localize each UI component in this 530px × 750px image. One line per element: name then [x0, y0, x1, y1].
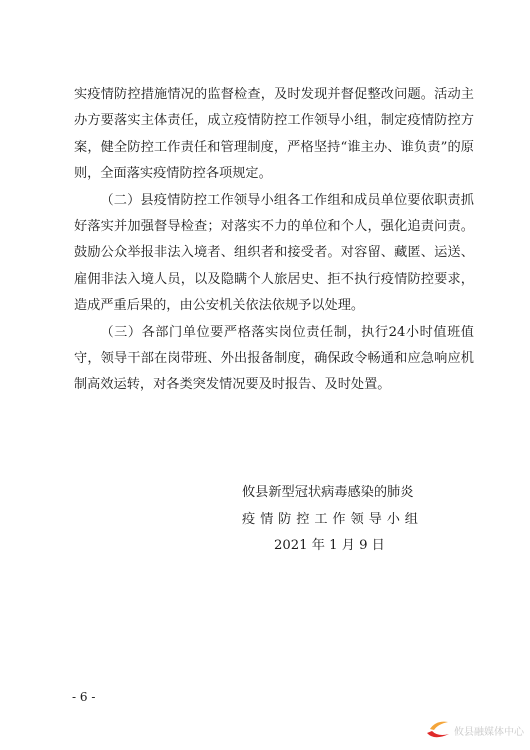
paragraph-3: （三）各部门单位要严格落实岗位责任制，执行24小时值班值守，领导干部在岗带班、外出报备制度，确保政令畅通和应急响应机制高效运转，对各类突发情况要及时报告、及时处置。	[74, 324, 474, 393]
page-number: - 6 -	[72, 690, 96, 704]
signature-block	[242, 480, 462, 560]
paragraph-2: （二）县疫情防控工作领导小组各工作组和成员单位要依职责抓好落实并加强督导检查；对落实不力的单位和个人，强化追责问责。鼓励公众举报非法入境者、组织者和接受者。对容留、藏匿、运送、雇佣非法入境人员，以及隐瞒个人旅居史、拒不执行疫情防控要求，造成严重后果的，由公安机关依法依规予以处理。	[74, 192, 474, 314]
signature-org-line2: 疫情防控工作领导小组	[242, 511, 423, 527]
logo-swoosh-red	[427, 731, 449, 737]
media-watermark	[424, 714, 530, 744]
signature-org-line1: 攸县新型冠状病毒感染的肺炎	[242, 485, 414, 500]
signature-date: 2021 年 1 月 9 日	[274, 538, 385, 554]
logo-swoosh-orange	[430, 722, 448, 730]
document-body	[74, 82, 474, 399]
paragraph-1: 实疫情防控措施情况的监督检查，及时发现并督促整改问题。活动主办方要落实主体责任，成立疫情防控工作领导小组，制定疫情防控方案，健全防控工作责任和管理制度，严格坚持“谁主办、谁负责”的原则，全面落实疫情防控各项规定。	[74, 87, 474, 182]
media-logo-icon	[424, 715, 452, 743]
watermark-text: 攸县融媒体中心	[454, 727, 524, 738]
